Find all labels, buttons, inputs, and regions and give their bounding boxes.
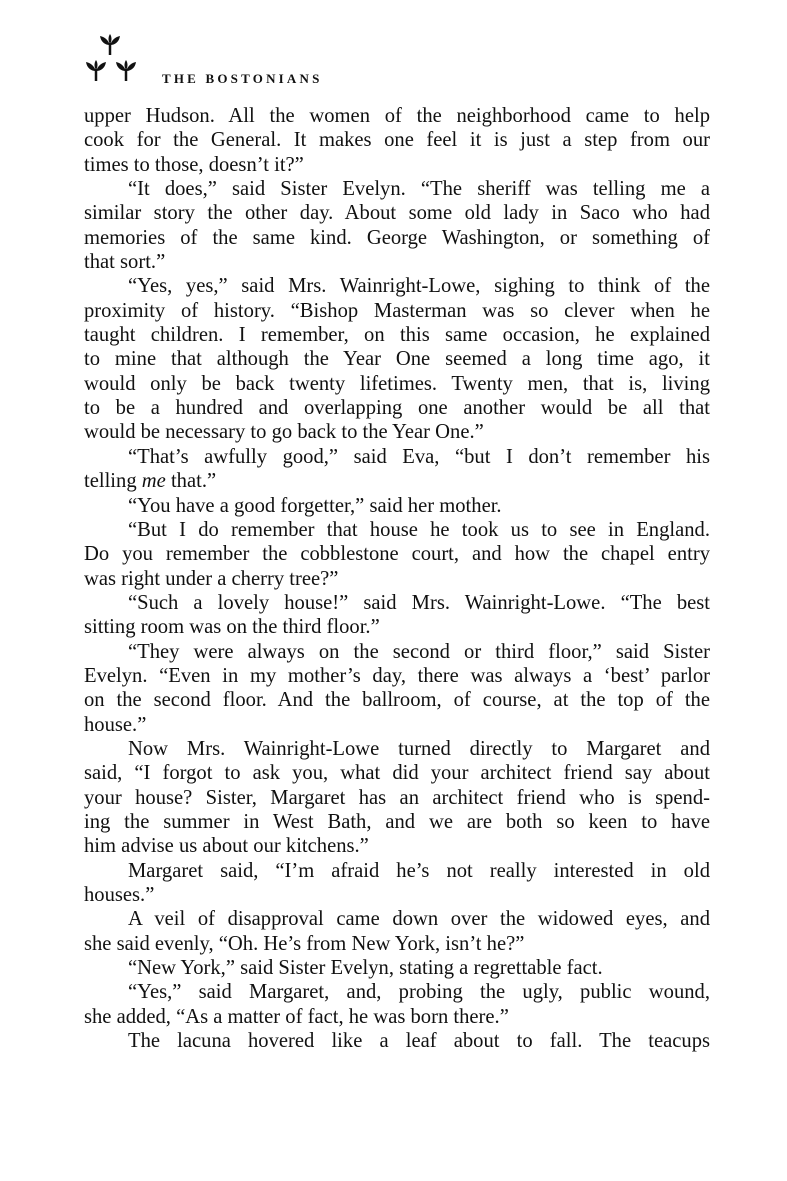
text-line: “It does,” said Sister Evelyn. “The sheriff was telling me a <box>128 178 710 201</box>
emphasized-word: me <box>141 470 166 493</box>
text-segment: that.” <box>165 470 217 493</box>
text-line: proximity of history. “Bishop Masterman was so clever when he <box>84 299 710 322</box>
page-header <box>84 34 724 94</box>
text-line: “That’s awfully good,” said Eva, “but I don’t remember his <box>128 445 710 468</box>
text-line: “Yes, yes,” said Mrs. Wainright-Lowe, sighing to think of the <box>128 275 710 298</box>
text-line: said, “I forgot to ask you, what did your architect friend say about <box>84 762 710 785</box>
text-line <box>84 469 710 493</box>
text-line: Now Mrs. Wainright-Lowe turned directly to Margaret and <box>128 737 710 760</box>
leaf-ornament-icon <box>84 60 108 82</box>
text-line: to be a hundred and overlapping one another would be all that <box>84 397 710 420</box>
text-line: “But I do remember that house he took us to see in England. <box>128 518 710 541</box>
text-line: your house? Sister, Margaret has an architect friend who is spend- <box>84 786 710 809</box>
text-line: “They were always on the second or third floor,” said Sister <box>128 640 710 663</box>
text-line: on the second floor. And the ballroom, of course, at the top of the <box>84 689 710 712</box>
text-line: “Yes,” said Margaret, and, probing the ugly, public wound, <box>128 981 710 1004</box>
text-line: she added, “As a matter of fact, he was born there.” <box>84 1005 509 1028</box>
leaf-ornament-icon <box>114 60 138 82</box>
text-line: Margaret said, “I’m afraid he’s not really interested in old <box>128 859 710 882</box>
leaf-ornament-icon <box>98 34 122 56</box>
text-line: was right under a cherry tree?” <box>84 567 339 590</box>
text-line: memories of the same kind. George Washington, or something of <box>84 226 710 249</box>
text-line: sitting room was on the third floor.” <box>84 616 380 639</box>
text-line: that sort.” <box>84 251 166 274</box>
text-line: houses.” <box>84 884 155 906</box>
text-line: The lacuna hovered like a leaf about to fall. The teacups <box>128 1030 710 1053</box>
text-line: cook for the General. It makes one feel it is just a step from our <box>84 129 710 152</box>
text-line: him advise us about our kitchens.” <box>84 835 369 858</box>
text-line: would only be back twenty lifetimes. Twenty men, that is, living <box>84 372 710 395</box>
text-line: would be necessary to go back to the Year One.” <box>84 421 484 444</box>
text-line: taught children. I remember, on this same occasion, he explained <box>84 324 710 347</box>
text-line: to mine that although the Year One seemed a long time ago, it <box>84 348 710 371</box>
text-line: similar story the other day. About some old lady in Saco who had <box>84 202 710 225</box>
text-line: times to those, doesn’t it?” <box>84 153 304 176</box>
text-line: “Such a lovely house!” said Mrs. Wainright-Lowe. “The best <box>128 591 710 614</box>
text-line: upper Hudson. All the women of the neighborhood came to help <box>84 105 710 127</box>
body-text <box>84 104 710 1053</box>
text-line: “New York,” said Sister Evelyn, stating a regrettable fact. <box>128 957 603 980</box>
text-line: Evelyn. “Even in my mother’s day, there was always a ‘best’ parlor <box>84 664 710 687</box>
text-line: house.” <box>84 713 147 736</box>
running-head: THE BOSTONIANS <box>162 71 323 86</box>
text-line: “You have a good forgetter,” said her mother. <box>128 494 502 517</box>
text-line: ing the summer in West Bath, and we are both so keen to have <box>84 810 710 833</box>
text-line: Do you remember the cobblestone court, and how the chapel entry <box>84 543 710 566</box>
text-line: she said evenly, “Oh. He’s from New York, isn’t he?” <box>84 932 525 955</box>
text-segment: telling <box>84 470 142 493</box>
text-line: A veil of disapproval came down over the widowed eyes, and <box>128 908 710 931</box>
